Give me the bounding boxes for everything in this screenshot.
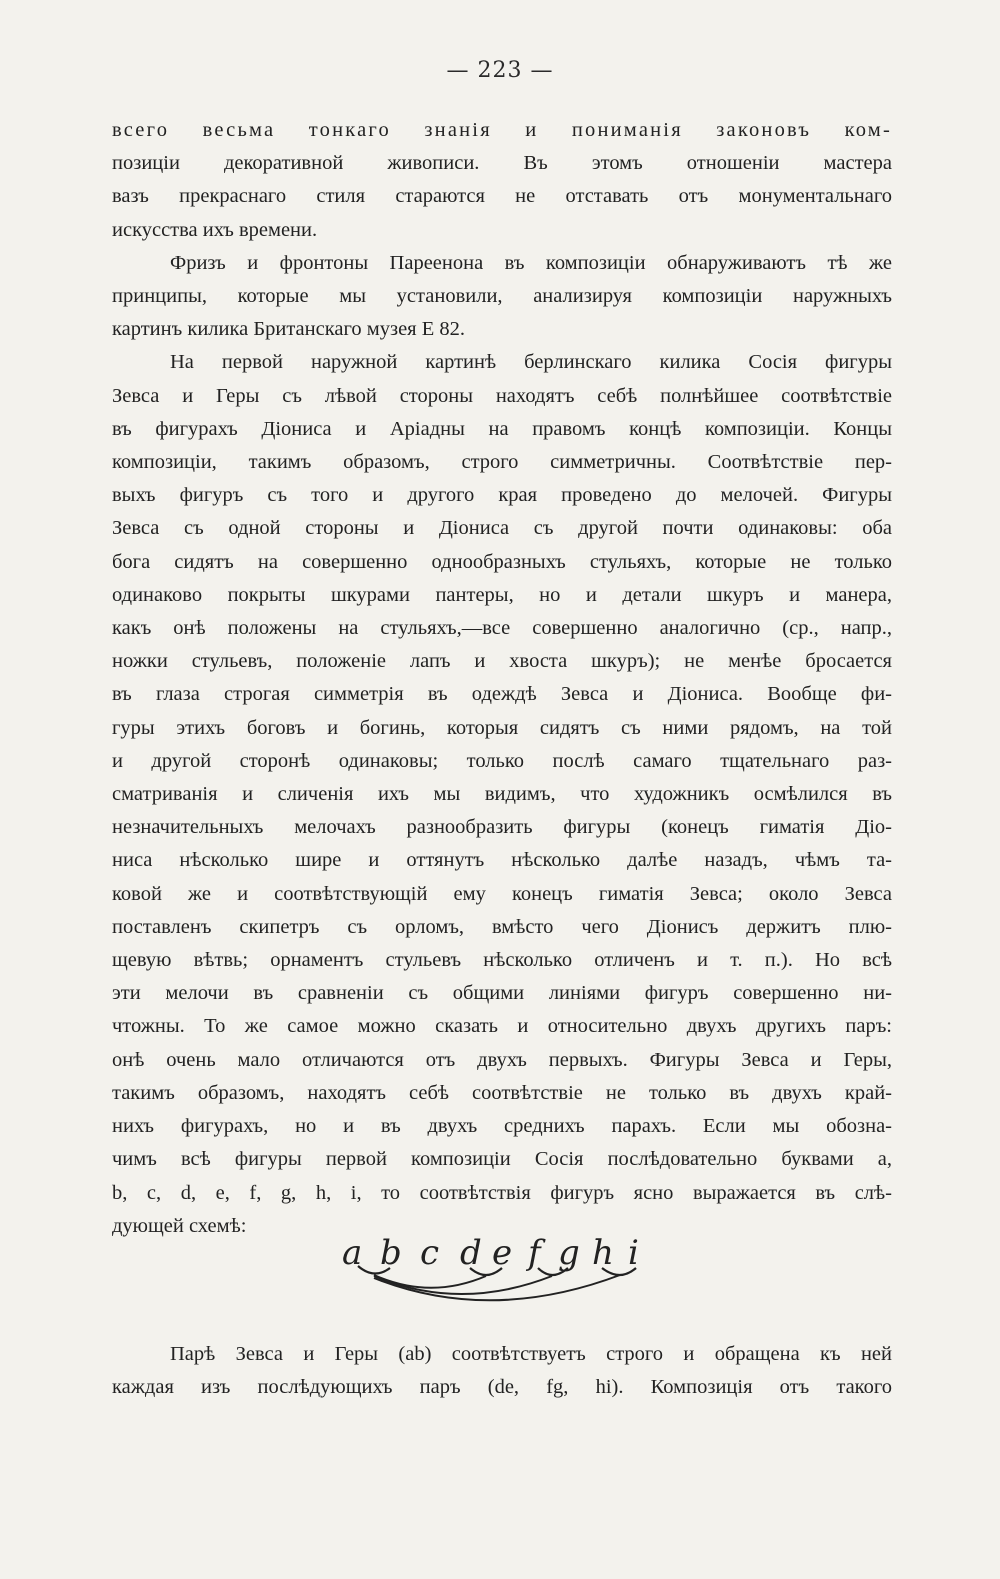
text-line: каждая изъ послѣдующихъ паръ (de, fg, hi). Композиція отъ такого <box>112 1376 892 1399</box>
text-line: b, c, d, e, f, g, h, i, то соотвѣтствія фигуръ ясно выражается въ слѣ- <box>112 1181 892 1204</box>
text-line: дующей схемѣ: <box>112 1214 247 1237</box>
text-line: гуры этихъ боговъ и богинь, которыя сидятъ съ ними рядомъ, на той <box>112 716 892 739</box>
symmetry-schema <box>330 1228 670 1318</box>
main-text-continued <box>112 1338 892 1404</box>
text-line: искусства ихъ времени. <box>112 218 318 241</box>
text-line: чтожны. То же самое можно сказать и относительно двухъ другихъ паръ: <box>112 1015 892 1038</box>
text-line: всего весьма тонкаго знанія и пониманія законовъ ком- <box>112 119 892 141</box>
schema-letter: g <box>558 1233 580 1273</box>
text-line: нихъ фигурахъ, но и въ двухъ среднихъ парахъ. Если мы обозна- <box>112 1115 892 1138</box>
text-line: сматриванія и сличенія ихъ мы видимъ, что художникъ осмѣлился въ <box>112 783 892 806</box>
text-line: незначительныхъ мелочахъ разнообразить фигуры (конецъ гиматія Діо- <box>112 816 892 839</box>
schema-letter: c <box>420 1233 440 1273</box>
text-line: Фризъ и фронтоны Пареенона въ композиціи обнаруживаютъ тѣ же <box>170 251 892 274</box>
page-number: — 223 — <box>446 58 554 83</box>
text-line: въ глаза строгая симметрія въ одеждѣ Зевса и Діониса. Вообще фи- <box>112 683 892 706</box>
text-line: бога сидятъ на совершенно однообразныхъ стульяхъ, которые не только <box>112 550 892 573</box>
text-line: такимъ образомъ, находятъ себѣ соотвѣтствіе не только въ двухъ край- <box>112 1081 892 1104</box>
link-arc-ab-fg <box>374 1276 552 1294</box>
text-line: онѣ очень мало отличаются отъ двухъ первыхъ. Фигуры Зевса и Геры, <box>112 1048 892 1071</box>
text-line: выхъ фигуръ съ того и другого края проведено до мелочей. Фигуры <box>112 484 892 507</box>
schema-letter: e <box>492 1233 513 1273</box>
text-line: и другой сторонѣ одинаковы; только послѣ самаго тщательнаго раз- <box>112 749 892 772</box>
text-line: въ фигурахъ Діониса и Аріадны на правомъ концѣ композиціи. Концы <box>112 417 892 440</box>
text-line: чимъ всѣ фигуры первой композиціи Сосія послѣдовательно буквами a, <box>112 1148 892 1171</box>
main-text <box>112 114 892 1243</box>
text-line: какъ онѣ положены на стульяхъ,—все совершенно аналогично (ср., напр., <box>112 617 892 640</box>
schema-letter: f <box>528 1233 541 1273</box>
text-line: поставленъ скипетръ съ орломъ, вмѣсто чего Діонисъ держитъ плю- <box>112 915 892 938</box>
text-line: ниса нѣсколько шире и оттянутъ нѣсколько далѣе назадъ, чѣмъ та- <box>112 849 892 872</box>
text-line: На первой наружной картинѣ берлинскаго килика Сосія фигуры <box>170 351 892 374</box>
text-line: картинъ килика Британскаго музея Е 82. <box>112 318 465 341</box>
schema-letter: b <box>380 1233 402 1273</box>
schema-letter: i <box>628 1233 639 1273</box>
text-line: щевую вѣтвь; орнаментъ стульевъ нѣсколько отличенъ и т. п.). Но всѣ <box>112 949 892 972</box>
text-line: одинаково покрыты шкурами пантеры, но и детали шкуръ и манера, <box>112 583 892 606</box>
text-line: Зевса съ одной стороны и Діониса съ другой почти одинаковы: оба <box>112 517 892 540</box>
text-line: ножки стульевъ, положеніе лапъ и хвоста шкуръ); не менѣе бросается <box>112 650 892 673</box>
text-line: принципы, которые мы установили, анализируя композиціи наружныхъ <box>112 285 892 308</box>
text-line: композиціи, такимъ образомъ, строго симметричны. Соотвѣтствіе пер- <box>112 451 892 474</box>
text-line: Зевса и Геры съ лѣвой стороны находятъ себѣ полнѣйшее соотвѣтствіе <box>112 384 892 407</box>
text-line: Парѣ Зевса и Геры (ab) соотвѣтствуетъ строго и обращена къ ней <box>170 1343 892 1365</box>
text-line: эти мелочи въ сравненіи съ общими линіями фигуръ совершенно ни- <box>112 982 892 1005</box>
schema-letter: h <box>592 1233 614 1273</box>
schema-diagram <box>330 1228 670 1318</box>
text-line: вазъ прекраснаго стиля стараются не отставать отъ монументальнаго <box>112 185 892 208</box>
schema-letter: a <box>342 1233 363 1273</box>
text-line: позиціи декоративной живописи. Въ этомъ отношеніи мастера <box>112 152 892 175</box>
text-line: ковой же и соотвѣтствующій ему конецъ гиматія Зевса; около Зевса <box>112 882 892 905</box>
schema-letter: d <box>460 1233 482 1273</box>
